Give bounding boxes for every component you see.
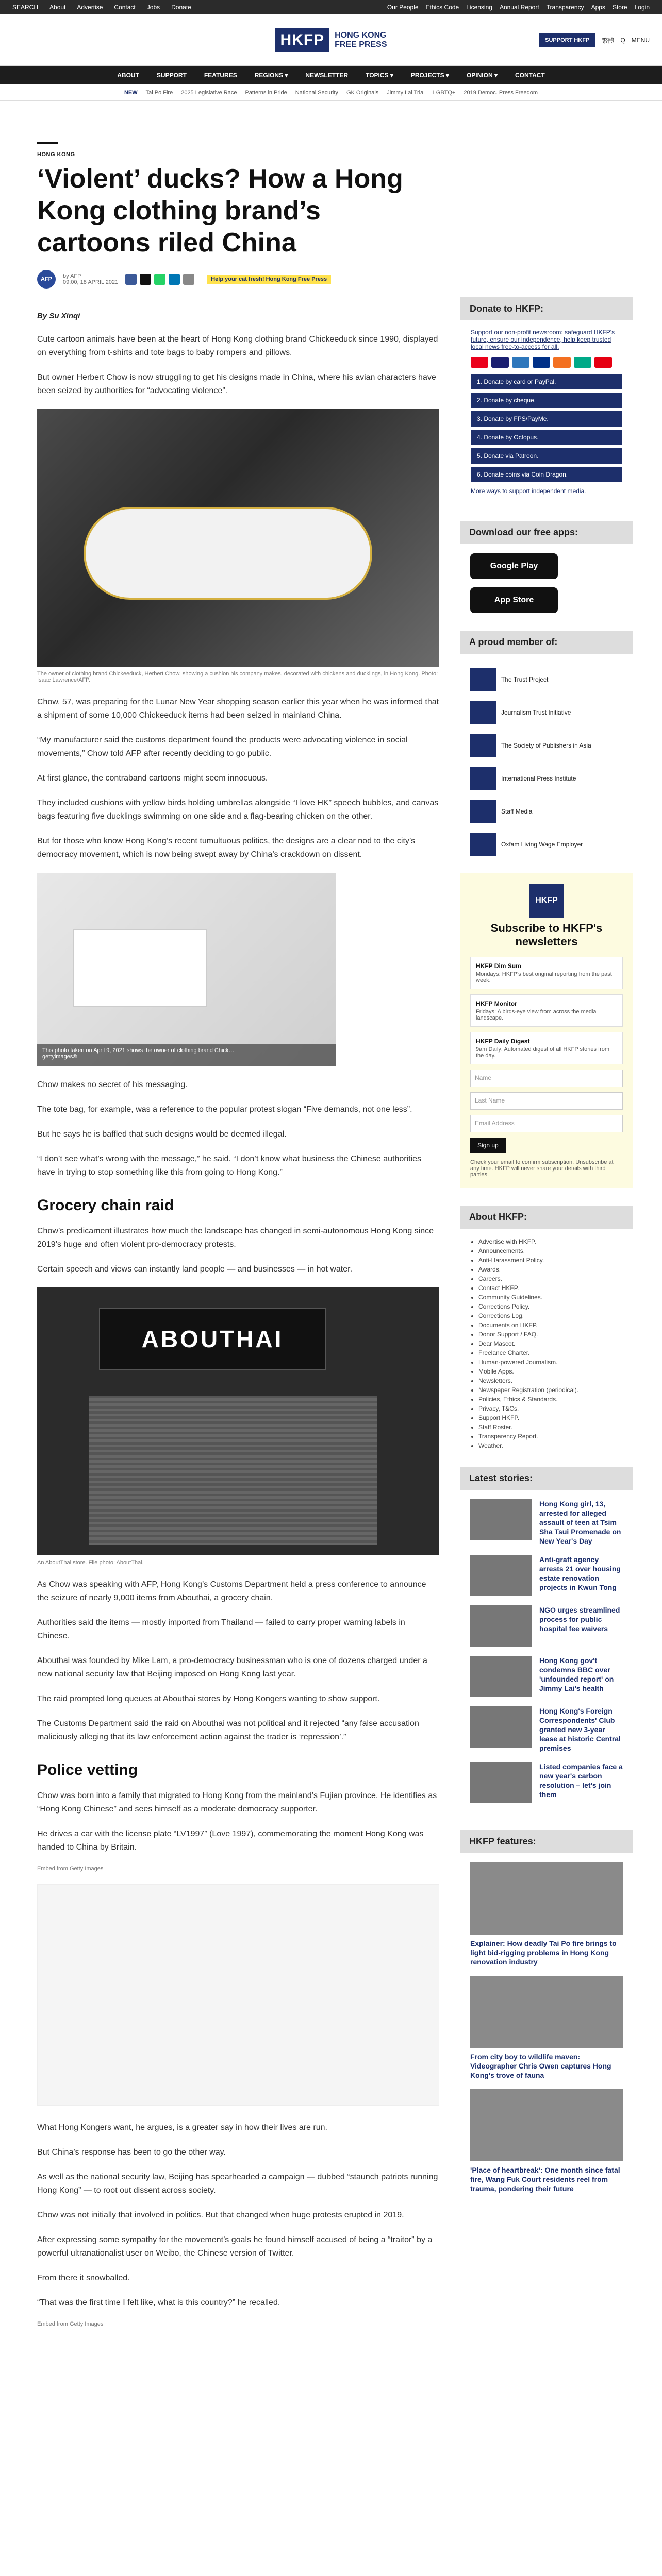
- paragraph: “That was the first time I felt like, what is this country?” he recalled.: [37, 2298, 280, 2307]
- about-link[interactable]: • Careers.: [478, 1275, 633, 1282]
- latest-item[interactable]: [460, 1499, 633, 1555]
- latest-item[interactable]: [460, 1555, 633, 1605]
- photo-caption: The owner of clothing brand Chickeeduck, Herbert Chow, showing a cushion his company makes, decorated with chickens and ducklings, in Hong Kong. Photo: Isaac Lawrence/AFP.: [37, 671, 438, 683]
- feature-thumb: [470, 1862, 623, 1935]
- newsletter-title: HKFP Daily Digest: [476, 1038, 530, 1045]
- latest-item[interactable]: [460, 1605, 633, 1656]
- more-ways-link[interactable]: More ways to support independent media.: [471, 487, 586, 495]
- newsletter-desc: 9am Daily: Automated digest of all HKFP stories from the day.: [476, 1046, 610, 1059]
- member-item[interactable]: [460, 663, 633, 696]
- jti-icon: [470, 701, 496, 724]
- logo-line-1: HONG KONG: [335, 30, 387, 40]
- trending-item[interactable]: GK Originals: [346, 89, 379, 96]
- photo-abouthai-store: [37, 1287, 439, 1555]
- about-link[interactable]: • Human-powered Journalism.: [478, 1359, 633, 1366]
- donate-option[interactable]: 3. Donate by FPS/PayMe.: [471, 411, 622, 427]
- shutter-image: [89, 1396, 377, 1545]
- nav-item[interactable]: ABOUT: [117, 72, 139, 79]
- top-link[interactable]: Annual Report: [499, 4, 539, 11]
- ad-banner[interactable]: Help your cat fresh! Hong Kong Free Press: [207, 275, 331, 284]
- donate-option[interactable]: 6. Donate coins via Coin Dragon.: [471, 467, 622, 482]
- embed-caption[interactable]: Embed from Getty Images: [37, 1866, 104, 1872]
- donate-option[interactable]: 5. Donate via Patreon.: [471, 448, 622, 464]
- latest-thumb: [470, 1656, 532, 1697]
- contact-link[interactable]: Contact: [114, 4, 136, 11]
- latest-title: Hong Kong gov't condemns BBC over 'unfounded report' on Jimmy Lai's health: [539, 1656, 614, 1692]
- amex-icon: [512, 357, 529, 368]
- facebook-icon[interactable]: [125, 274, 137, 285]
- features-heading: HKFP features:: [460, 1830, 633, 1853]
- paragraph: They included cushions with yellow birds holding umbrellas alongside “I love HK” speech bubbles, and canvas bags featuring five ducklings swimming on one side and a flag-bearing chicken on the other.: [37, 799, 439, 821]
- store-sign: ABOUTHAI: [99, 1308, 326, 1370]
- about-link[interactable]: • Donor Support / FAQ.: [478, 1331, 633, 1338]
- feature-item[interactable]: [460, 2089, 633, 2202]
- apps-heading: Download our free apps:: [460, 521, 633, 544]
- advertise-link[interactable]: Advertise: [77, 4, 103, 11]
- about-link[interactable]: • Staff Roster.: [478, 1423, 633, 1431]
- article-title: ‘Violent’ ducks? How a Hong Kong clothing brand’s cartoons riled China: [37, 164, 403, 258]
- whatsapp-icon[interactable]: [154, 274, 166, 285]
- last-name-field[interactable]: Last Name: [470, 1092, 623, 1110]
- google-play-button[interactable]: Google Play: [470, 553, 558, 579]
- about-link[interactable]: • Mobile Apps.: [478, 1368, 633, 1375]
- about-link[interactable]: • Documents on HKFP.: [478, 1321, 633, 1329]
- logo-line-2: FREE PRESS: [335, 40, 387, 49]
- donate-box: [460, 297, 633, 503]
- paragraph: Chow, 57, was preparing for the Lunar New Year shopping season earlier this year when he was informed that a shipment of some 10,000 Chickeeduck items had been seized in mainland China.: [37, 698, 439, 720]
- paragraph: Chow makes no secret of his messaging.: [37, 1080, 188, 1089]
- donate-option[interactable]: 1. Donate by card or PayPal.: [471, 374, 622, 389]
- trending-bar: [0, 84, 662, 101]
- section-heading: Grocery chain raid: [37, 1197, 174, 1214]
- paragraph: The tote bag, for example, was a reference to the popular protest slogan “Five demands, not one less”.: [37, 1105, 412, 1114]
- trust-project-icon: [470, 668, 496, 691]
- nav-item[interactable]: REGIONS ▾: [254, 72, 288, 79]
- trending-item[interactable]: 2025 Legislative Race: [181, 89, 237, 96]
- paragraph: But owner Herbert Chow is now struggling to get his designs made in China, where his avian characters have been seized by authorities for “advocating violence”.: [37, 373, 436, 395]
- byline-author[interactable]: by AFP: [63, 273, 81, 279]
- member-item[interactable]: [460, 696, 633, 729]
- about-link[interactable]: • Advertise with HKFP.: [478, 1238, 633, 1245]
- photo-herbert-chow: [37, 409, 439, 667]
- cushion-image: [84, 507, 372, 600]
- about-link[interactable]: • Anti-Harassment Policy.: [478, 1257, 633, 1264]
- article: [37, 142, 439, 2340]
- trending-item[interactable]: LGBTQ+: [433, 89, 456, 96]
- paragraph: What Hong Kongers want, he argues, is a greater say in how their lives are run.: [37, 2123, 327, 2132]
- sidebar: [460, 297, 633, 2340]
- top-link[interactable]: Store: [612, 4, 627, 11]
- paragraph: But he says he is baffled that such designs would be deemed illegal.: [37, 1130, 287, 1139]
- paragraph: After expressing some sympathy for the movement’s goals he found himself accused of being a “traitor” by a powerful ultranationalist user on Weibo, the Chinese version of Twitter.: [37, 2235, 433, 2258]
- trending-item[interactable]: Jimmy Lai Trial: [387, 89, 425, 96]
- feature-title: From city boy to wildlife maven: Videographer Chris Owen captures Hong Kong's trove of fauna: [470, 2053, 611, 2079]
- latest-title: Listed companies face a new year's carbon resolution – let's join them: [539, 1762, 623, 1799]
- latest-thumb: [470, 1499, 532, 1540]
- donate-option[interactable]: 2. Donate by cheque.: [471, 393, 622, 408]
- about-link[interactable]: • Awards.: [478, 1266, 633, 1273]
- feature-thumb: [470, 1976, 623, 2048]
- donate-text[interactable]: Support our non-profit newsroom: safeguard HKFP's future, ensure our independence, help keep trusted local news free-to-access for all.: [471, 329, 615, 350]
- about-link[interactable]: • Weather.: [478, 1442, 633, 1449]
- nav-item[interactable]: NEWSLETTER: [305, 72, 349, 79]
- about-link[interactable]: • Community Guidelines.: [478, 1294, 633, 1301]
- getty-credit: gettyimages®: [42, 1054, 77, 1060]
- latest-thumb: [470, 1762, 532, 1803]
- member-heading: A proud member of:: [460, 631, 633, 654]
- latest-item[interactable]: [460, 1706, 633, 1762]
- latest-heading: Latest stories:: [460, 1467, 633, 1490]
- feature-title: 'Place of heartbreak': One month since fatal fire, Wang Fuk Court residents reel from trauma, pondering their future: [470, 2166, 620, 2193]
- member-item[interactable]: [460, 729, 633, 762]
- byline-date: 09:00, 18 APRIL 2021: [63, 279, 119, 285]
- newsletter-heading: Subscribe to HKFP's newsletters: [490, 922, 603, 948]
- getty-caption: This photo taken on April 9, 2021 shows the owner of clothing brand Chick…: [42, 1047, 235, 1054]
- paragraph: Certain speech and views can instantly land people — and businesses — in hot water.: [37, 1265, 353, 1274]
- latest-thumb: [470, 1706, 532, 1748]
- fps-icon: [574, 357, 591, 368]
- paragraph: The Customs Department said the raid on Abouthai was not political and it rejected “any false accusation maliciously alleging that its law enforcement action against the trader is ‘repression’.”: [37, 1719, 419, 1741]
- member-label: Oxfam Living Wage Employer: [501, 841, 583, 848]
- divider: [37, 142, 58, 144]
- discover-icon: [553, 357, 571, 368]
- latest-thumb: [470, 1605, 532, 1647]
- logo-mark: HKFP: [275, 28, 329, 52]
- tshirt-image: [73, 929, 207, 1007]
- top-link[interactable]: Apps: [591, 4, 605, 11]
- latest-item[interactable]: [460, 1762, 633, 1812]
- member-label: Journalism Trust Initiative: [501, 709, 571, 716]
- signup-button[interactable]: Sign up: [470, 1138, 506, 1153]
- paragraph: Chow was born into a family that migrated to Hong Kong from the mainland’s Fujian province. He identifies as “Hong Kong Chinese” and sees himself as a moderate democracy supporter.: [37, 1791, 437, 1814]
- feature-title: Explainer: How deadly Tai Po fire brings to light bid-rigging problems in Hong Kong renovation industry: [470, 1939, 617, 1966]
- newsletter-option[interactable]: [470, 1032, 623, 1064]
- paragraph: “My manufacturer said the customs department found the products were advocating violence in social movements,” Chow told AFP after recently deciding to go public.: [37, 736, 408, 758]
- share-buttons: [125, 274, 194, 285]
- trending-item[interactable]: Patterns in Pride: [245, 89, 287, 96]
- email-icon[interactable]: [183, 274, 194, 285]
- latest-thumb: [470, 1555, 532, 1596]
- search-icon[interactable]: Q: [620, 37, 625, 44]
- byline: [37, 270, 439, 297]
- nav-item[interactable]: FEATURES: [204, 72, 237, 79]
- member-label: The Trust Project: [501, 676, 549, 683]
- about-link[interactable]: • Policies, Ethics & Standards.: [478, 1396, 633, 1403]
- donate-heading: Donate to HKFP:: [460, 297, 633, 320]
- payment-icons: [471, 357, 622, 368]
- x-icon[interactable]: [140, 274, 151, 285]
- member-label: The Society of Publishers in Asia: [501, 742, 591, 749]
- visa-icon: [491, 357, 509, 368]
- name-field[interactable]: Name: [470, 1070, 623, 1087]
- jobs-link[interactable]: Jobs: [146, 4, 160, 11]
- section-heading: Police vetting: [37, 1761, 138, 1778]
- about-link[interactable]: • Support HKFP.: [478, 1414, 633, 1421]
- app-store-button[interactable]: App Store: [470, 587, 558, 613]
- nav-item[interactable]: TOPICS ▾: [366, 72, 393, 79]
- about-link[interactable]: • Contact HKFP.: [478, 1284, 633, 1292]
- newsletter-title: HKFP Dim Sum: [476, 962, 521, 970]
- paragraph: Abouthai was founded by Mike Lam, a pro-democracy businessman who is one of dozens charged under a new national security law that Beijing imposed on Hong Kong last year.: [37, 1656, 427, 1679]
- paragraph: But for those who know Hong Kong’s recent tumultuous politics, the designs are a clear nod to the city’s democracy movement, which is now being swept away by China’s crackdown on dissent.: [37, 837, 416, 859]
- about-link[interactable]: • Transparency Report.: [478, 1433, 633, 1440]
- payme-icon: [594, 357, 612, 368]
- newsletter-option[interactable]: [470, 994, 623, 1027]
- site-logo[interactable]: [275, 28, 387, 52]
- trending-item[interactable]: National Security: [295, 89, 338, 96]
- donate-option[interactable]: 4. Donate by Octopus.: [471, 430, 622, 445]
- trending-item[interactable]: Tai Po Fire: [145, 89, 173, 96]
- newsletter-logo: HKFP: [529, 884, 564, 918]
- about-link[interactable]: • Announcements.: [478, 1247, 633, 1255]
- menu-button[interactable]: MENU: [631, 37, 650, 44]
- feature-item[interactable]: [460, 1976, 633, 2089]
- paragraph: “I don’t see what’s wrong with the message,” he said. “I don’t know what business the Chinese authorities have in trying to stop something like this from going to Hong Kong.”: [37, 1155, 421, 1177]
- latest-item[interactable]: [460, 1656, 633, 1706]
- member-item[interactable]: [460, 762, 633, 795]
- oxfam-icon: [470, 833, 496, 856]
- paragraph: As Chow was speaking with AFP, Hong Kong’s Customs Department held a press conference to announce the seizure of nearly 9,000 items from Abouthai, a grocery chain.: [37, 1580, 426, 1602]
- member-item[interactable]: [460, 795, 633, 828]
- mastercard-icon: [471, 357, 488, 368]
- sopa-icon: [470, 734, 496, 757]
- paragraph: Cute cartoon animals have been at the heart of Hong Kong clothing brand Chickeeduck since 1990, displayed on everything from t-shirts and tote bags to baby rompers and pillows.: [37, 335, 438, 357]
- about-link[interactable]: • Newsletters.: [478, 1377, 633, 1384]
- trending-item[interactable]: 2019 Democ. Press Freedom: [464, 89, 538, 96]
- newsletter-desc: Mondays: HKFP's best original reporting from the past week.: [476, 971, 612, 984]
- paragraph: From there it snowballed.: [37, 2274, 130, 2282]
- paragraph: He drives a car with the license plate “LV1997” (Love 1997), commemorating the moment Hong Kong was handed to China by Britain.: [37, 1829, 424, 1852]
- ipi-icon: [470, 767, 496, 790]
- top-link[interactable]: Licensing: [466, 4, 492, 11]
- member-item[interactable]: [460, 828, 633, 861]
- donate-link[interactable]: Donate: [171, 4, 191, 11]
- top-link[interactable]: Transparency: [546, 4, 584, 11]
- getty-caption-bar: [37, 1044, 336, 1066]
- about-list: [460, 1238, 633, 1449]
- search-link[interactable]: SEARCH: [12, 4, 39, 11]
- paragraph: But China’s response has been to go the other way.: [37, 2148, 226, 2157]
- latest-title: NGO urges streamlined process for public hospital fee waivers: [539, 1606, 620, 1633]
- latest-title: Anti-graft agency arrests 21 over housing estate renovation projects in Kwun Tong: [539, 1555, 621, 1591]
- latest-title: Hong Kong's Foreign Correspondents' Club granted new 3-year lease at historic Central premises: [539, 1707, 621, 1752]
- paragraph: The raid prompted long queues at Abouthai stores by Hong Kongers wanting to show support.: [37, 1694, 380, 1703]
- about-heading: About HKFP:: [460, 1206, 633, 1229]
- paragraph: At first glance, the contraband cartoons might seem innocuous.: [37, 774, 268, 783]
- about-link[interactable]: • Privacy, T&Cs.: [478, 1405, 633, 1412]
- newsletter-option[interactable]: [470, 957, 623, 989]
- newsletter-box: [460, 873, 633, 1188]
- top-link[interactable]: Login: [634, 4, 650, 11]
- about-link[interactable]: • Corrections Log.: [478, 1312, 633, 1319]
- top-link[interactable]: Ethics Code: [425, 4, 459, 11]
- newsletter-note: Check your email to confirm subscription. Unsubscribe at any time. HKFP will never share your details with third parties.: [470, 1159, 614, 1178]
- member-label: Staff Media: [501, 808, 533, 815]
- afp-avatar: AFP: [37, 270, 56, 289]
- paragraph: As well as the national security law, Beijing has spearheaded a campaign — dubbed “staunch patriots running Hong Kong” — to root out dissent across society.: [37, 2173, 438, 2195]
- linkedin-icon[interactable]: [169, 274, 180, 285]
- feature-item[interactable]: [460, 1862, 633, 1976]
- nav-item[interactable]: SUPPORT: [156, 72, 187, 79]
- main-nav: [0, 66, 662, 84]
- about-link[interactable]: • Newspaper Registration (periodical).: [478, 1386, 633, 1394]
- top-bar: [0, 0, 662, 14]
- feature-thumb: [470, 2089, 623, 2161]
- trending-label: NEW: [124, 89, 138, 96]
- about-link[interactable]: • Corrections Policy.: [478, 1303, 633, 1310]
- staff-media-icon: [470, 800, 496, 823]
- about-link[interactable]: About: [49, 4, 66, 11]
- nav-item[interactable]: CONTACT: [515, 72, 545, 79]
- embed-caption[interactable]: Embed from Getty Images: [37, 2321, 104, 2327]
- nav-item[interactable]: PROJECTS ▾: [410, 72, 449, 79]
- newsletter-title: HKFP Monitor: [476, 1000, 517, 1007]
- site-header: [0, 14, 662, 66]
- photo-caption: An AboutThai store. File photo: AboutThai.: [37, 1560, 144, 1566]
- paypal-icon: [533, 357, 550, 368]
- about-link[interactable]: • Dear Mascot.: [478, 1340, 633, 1347]
- member-label: International Press Institute: [501, 775, 576, 782]
- paragraph: Authorities said the items — mostly imported from Thailand — failed to carry proper warning labels in Chinese.: [37, 1618, 405, 1640]
- getty-embed[interactable]: [37, 873, 336, 1066]
- email-field[interactable]: Email Address: [470, 1115, 623, 1132]
- paragraph: Chow’s predicament illustrates how much the landscape has changed in semi-autonomous Hong Kong since 2019’s huge and often violent pro-democracy protests.: [37, 1227, 434, 1249]
- nav-item[interactable]: OPINION ▾: [466, 72, 498, 79]
- language-toggle[interactable]: 繁體: [602, 37, 615, 44]
- article-author: By Su Xinqi: [37, 312, 80, 320]
- about-link[interactable]: • Freelance Charter.: [478, 1349, 633, 1357]
- support-button[interactable]: SUPPORT HKFP: [539, 33, 595, 47]
- top-link[interactable]: Our People: [387, 4, 419, 11]
- paragraph: Chow was not initially that involved in politics. But that changed when huge protests erupted in 2019.: [37, 2211, 404, 2219]
- latest-title: Hong Kong girl, 13, arrested for alleged assault of teen at Tsim Sha Tsui Promenade on New Year's Day: [539, 1500, 621, 1545]
- embed-placeholder: [37, 1884, 439, 2106]
- newsletter-desc: Fridays: A birds-eye view from across the media landscape.: [476, 1009, 597, 1021]
- article-kicker[interactable]: HONG KONG: [37, 151, 75, 158]
